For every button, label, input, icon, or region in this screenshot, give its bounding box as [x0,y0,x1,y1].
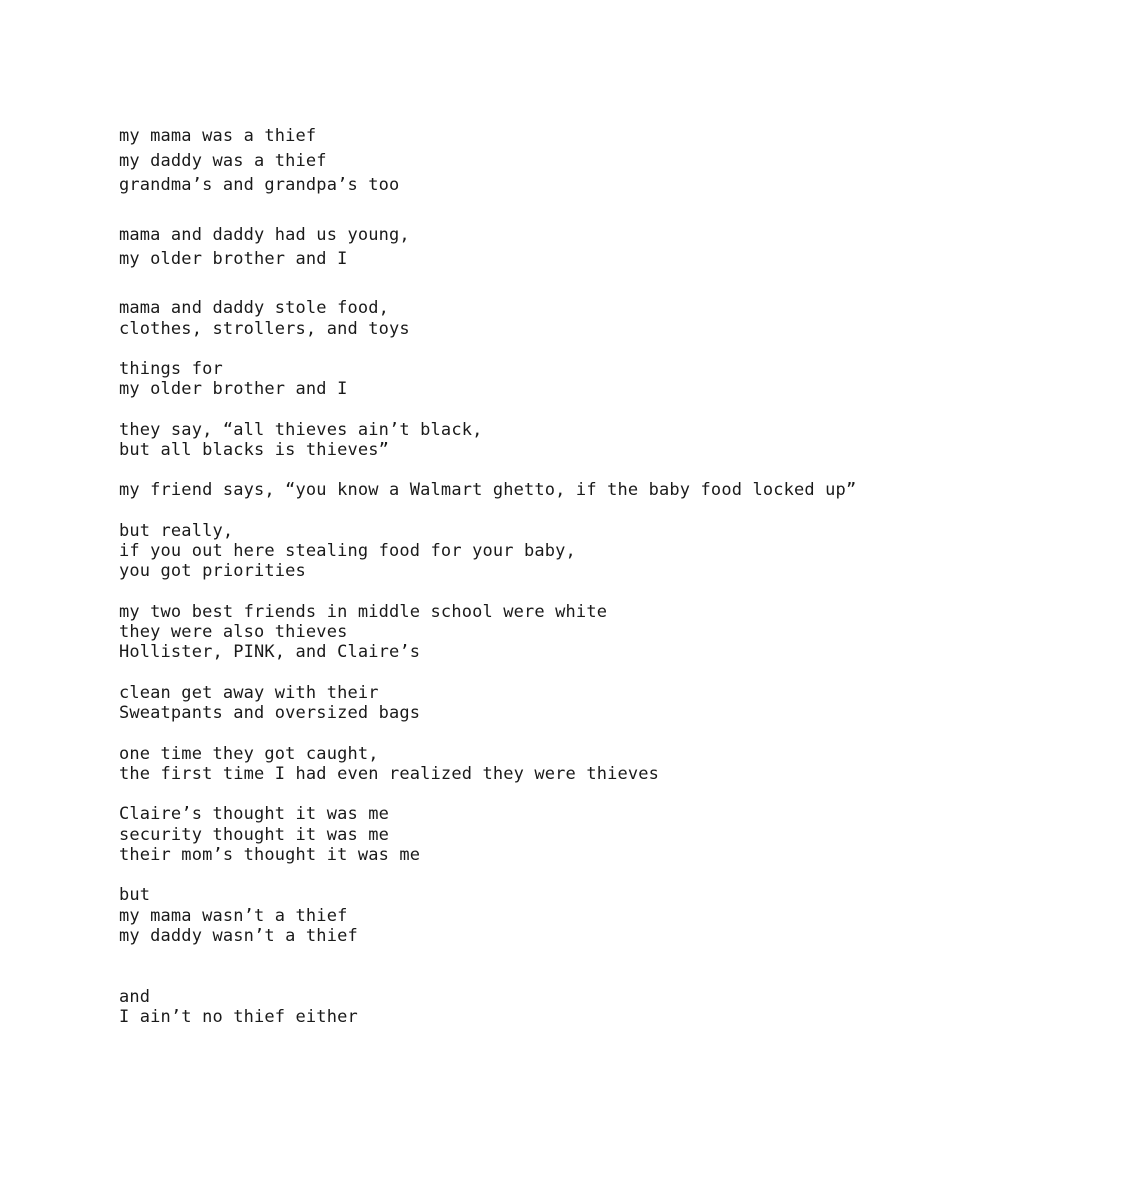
poem-line: if you out here stealing food for your baby, [119,541,576,561]
poem-line: they were also thieves [119,622,348,642]
poem-line: my mama was a thief [119,126,317,146]
poem-line: one time they got caught, [119,744,379,764]
poem-line: the first time I had even realized they were thieves [119,764,660,784]
poem-line: but [119,885,151,905]
poem-line: grandma’s and grandpa’s too [119,175,400,195]
poem-line: Claire’s thought it was me [119,804,390,824]
poem-line: mama and daddy had us young, [119,225,410,245]
poem-line: you got priorities [119,561,306,581]
poem-line: I ain’t no thief either [119,1007,358,1027]
poem-line: my older brother and I [119,379,348,399]
poem-line: my friend says, “you know a Walmart ghetto, if the baby food locked up” [119,480,857,500]
poem-line: my mama wasn’t a thief [119,906,348,926]
poem-line: my daddy wasn’t a thief [119,926,358,946]
poem-line: but really, [119,521,234,541]
poem-line: they say, “all thieves ain’t black, [119,420,483,440]
poem-line: my two best friends in middle school were white [119,602,608,622]
poem-line: mama and daddy stole food, [119,298,390,318]
poem-line: Hollister, PINK, and Claire’s [119,642,421,662]
poem-line: things for [119,359,223,379]
poem-line: clothes, strollers, and toys [119,319,410,339]
poem-line: my older brother and I [119,249,348,269]
poem-line: and [119,987,151,1007]
poem-line: their mom’s thought it was me [119,845,421,865]
poem-line: security thought it was me [119,825,390,845]
poem-line: my daddy was a thief [119,151,327,171]
poem-line: clean get away with their [119,683,379,703]
poem-line: Sweatpants and oversized bags [119,703,421,723]
poem-line: but all blacks is thieves” [119,440,390,460]
